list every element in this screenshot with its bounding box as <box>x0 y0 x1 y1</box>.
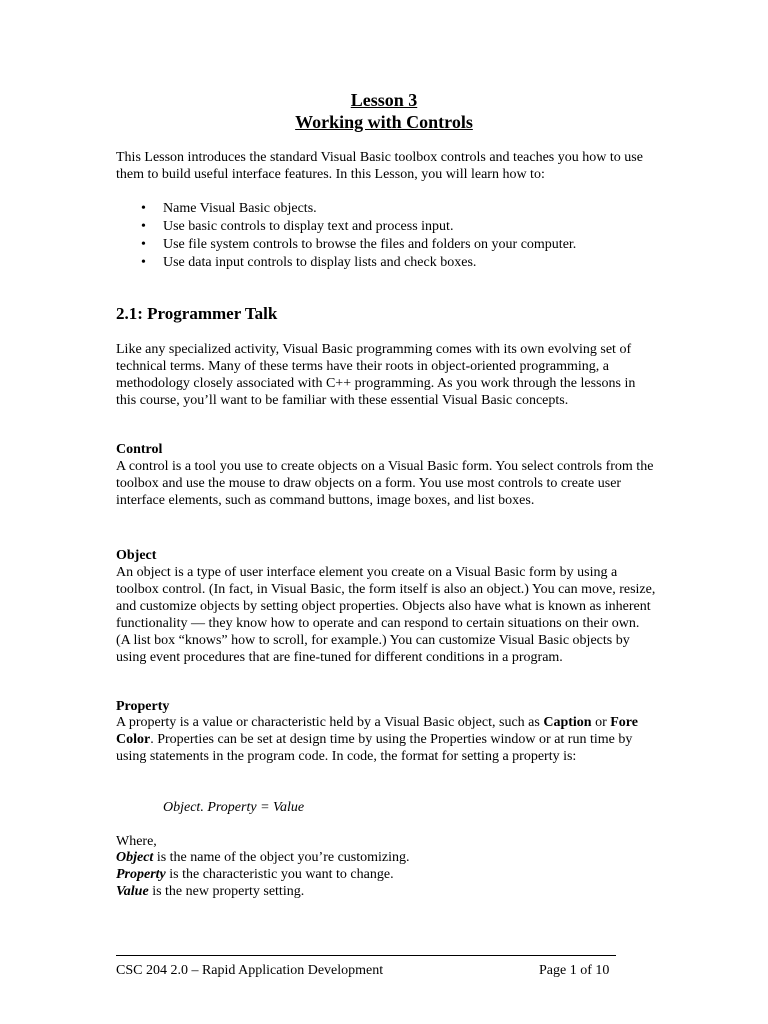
term-definition-property <box>116 714 656 765</box>
section-heading: 2.1: Programmer Talk <box>116 304 278 323</box>
list-item <box>116 200 656 218</box>
bullet-icon: • <box>141 201 146 216</box>
list-item <box>116 218 656 236</box>
where-term: Value <box>116 884 149 899</box>
where-label: Where, <box>116 834 157 849</box>
where-item-value <box>116 883 304 900</box>
where-term: Object <box>116 850 154 865</box>
list-item-text: Use basic controls to display text and process input. <box>163 219 454 234</box>
term-heading-object: Object <box>116 548 157 563</box>
list-item-text: Use data input controls to display lists and check boxes. <box>163 255 477 270</box>
footer-course-name: CSC 204 2.0 – Rapid Application Development <box>116 963 384 978</box>
bullet-icon: • <box>141 237 146 252</box>
property-text-part1: A property is a value or characteristic held by a Visual Basic object, such as <box>116 715 544 730</box>
where-item-property <box>116 866 394 883</box>
property-text-part3: . Properties can be set at design time by using the Properties window or at run time by using statements in the program code. In code, the format for setting a property is: <box>116 732 633 764</box>
term-definition-object: An object is a type of user interface element you create on a Visual Basic form by using a toolbox control. (In fact, in Visual Basic, the form itself is also an object.) You can move, resize, and customize objects by setting object properties. Objects also have what is known as inherent functionality — they know how to operate and can respond to certain situations on their own. (A list box “knows” how to scroll, for example.) You can customize Visual Basic objects by using event procedures that are fine-tuned for different conditions in a program. <box>116 565 656 665</box>
footer-divider <box>116 955 616 956</box>
list-item <box>116 254 656 272</box>
where-description: is the name of the object you’re customizing. <box>153 850 410 865</box>
term-definition-control: A control is a tool you use to create objects on a Visual Basic form. You select controls from the toolbox and use the mouse to draw objects on a form. You use most controls to create user interface elements, such as command buttons, image boxes, and list boxes. <box>116 459 654 508</box>
lesson-title: Working with Controls <box>295 112 473 132</box>
bullet-icon: • <box>141 219 146 234</box>
where-term: Property <box>116 867 166 882</box>
property-bold-fore-color: Fore Color <box>116 715 638 747</box>
term-heading-property: Property <box>116 699 170 714</box>
list-item-text: Use file system controls to browse the files and folders on your computer. <box>163 237 577 252</box>
where-item-object <box>116 849 410 866</box>
footer-page-number: Page 1 of 10 <box>539 963 610 978</box>
bullet-icon: • <box>141 255 146 270</box>
where-description: is the new property setting. <box>148 884 305 899</box>
property-text-part2: or <box>591 715 611 730</box>
list-item <box>116 236 656 254</box>
intro-paragraph: This Lesson introduces the standard Visual Basic toolbox controls and teaches you how to use them to build useful interface features. In this Lesson, you will learn how to: <box>116 150 643 182</box>
term-heading-control: Control <box>116 442 163 457</box>
list-item-text: Name Visual Basic objects. <box>163 201 317 216</box>
property-syntax-formula: Object. Property = Value <box>163 800 305 815</box>
learning-objectives-list <box>116 200 656 272</box>
where-description: is the characteristic you want to change. <box>165 867 394 882</box>
lesson-number: Lesson 3 <box>350 90 418 110</box>
property-bold-caption: Caption <box>543 715 592 730</box>
section-paragraph: Like any specialized activity, Visual Basic programming comes with its own evolving set of technical terms. Many of these terms have their roots in object-oriented programming, a methodology closely associated with C++ programming. As you work through the lessons in this course, you’ll want to be familiar with these essential Visual Basic concepts. <box>116 342 636 408</box>
